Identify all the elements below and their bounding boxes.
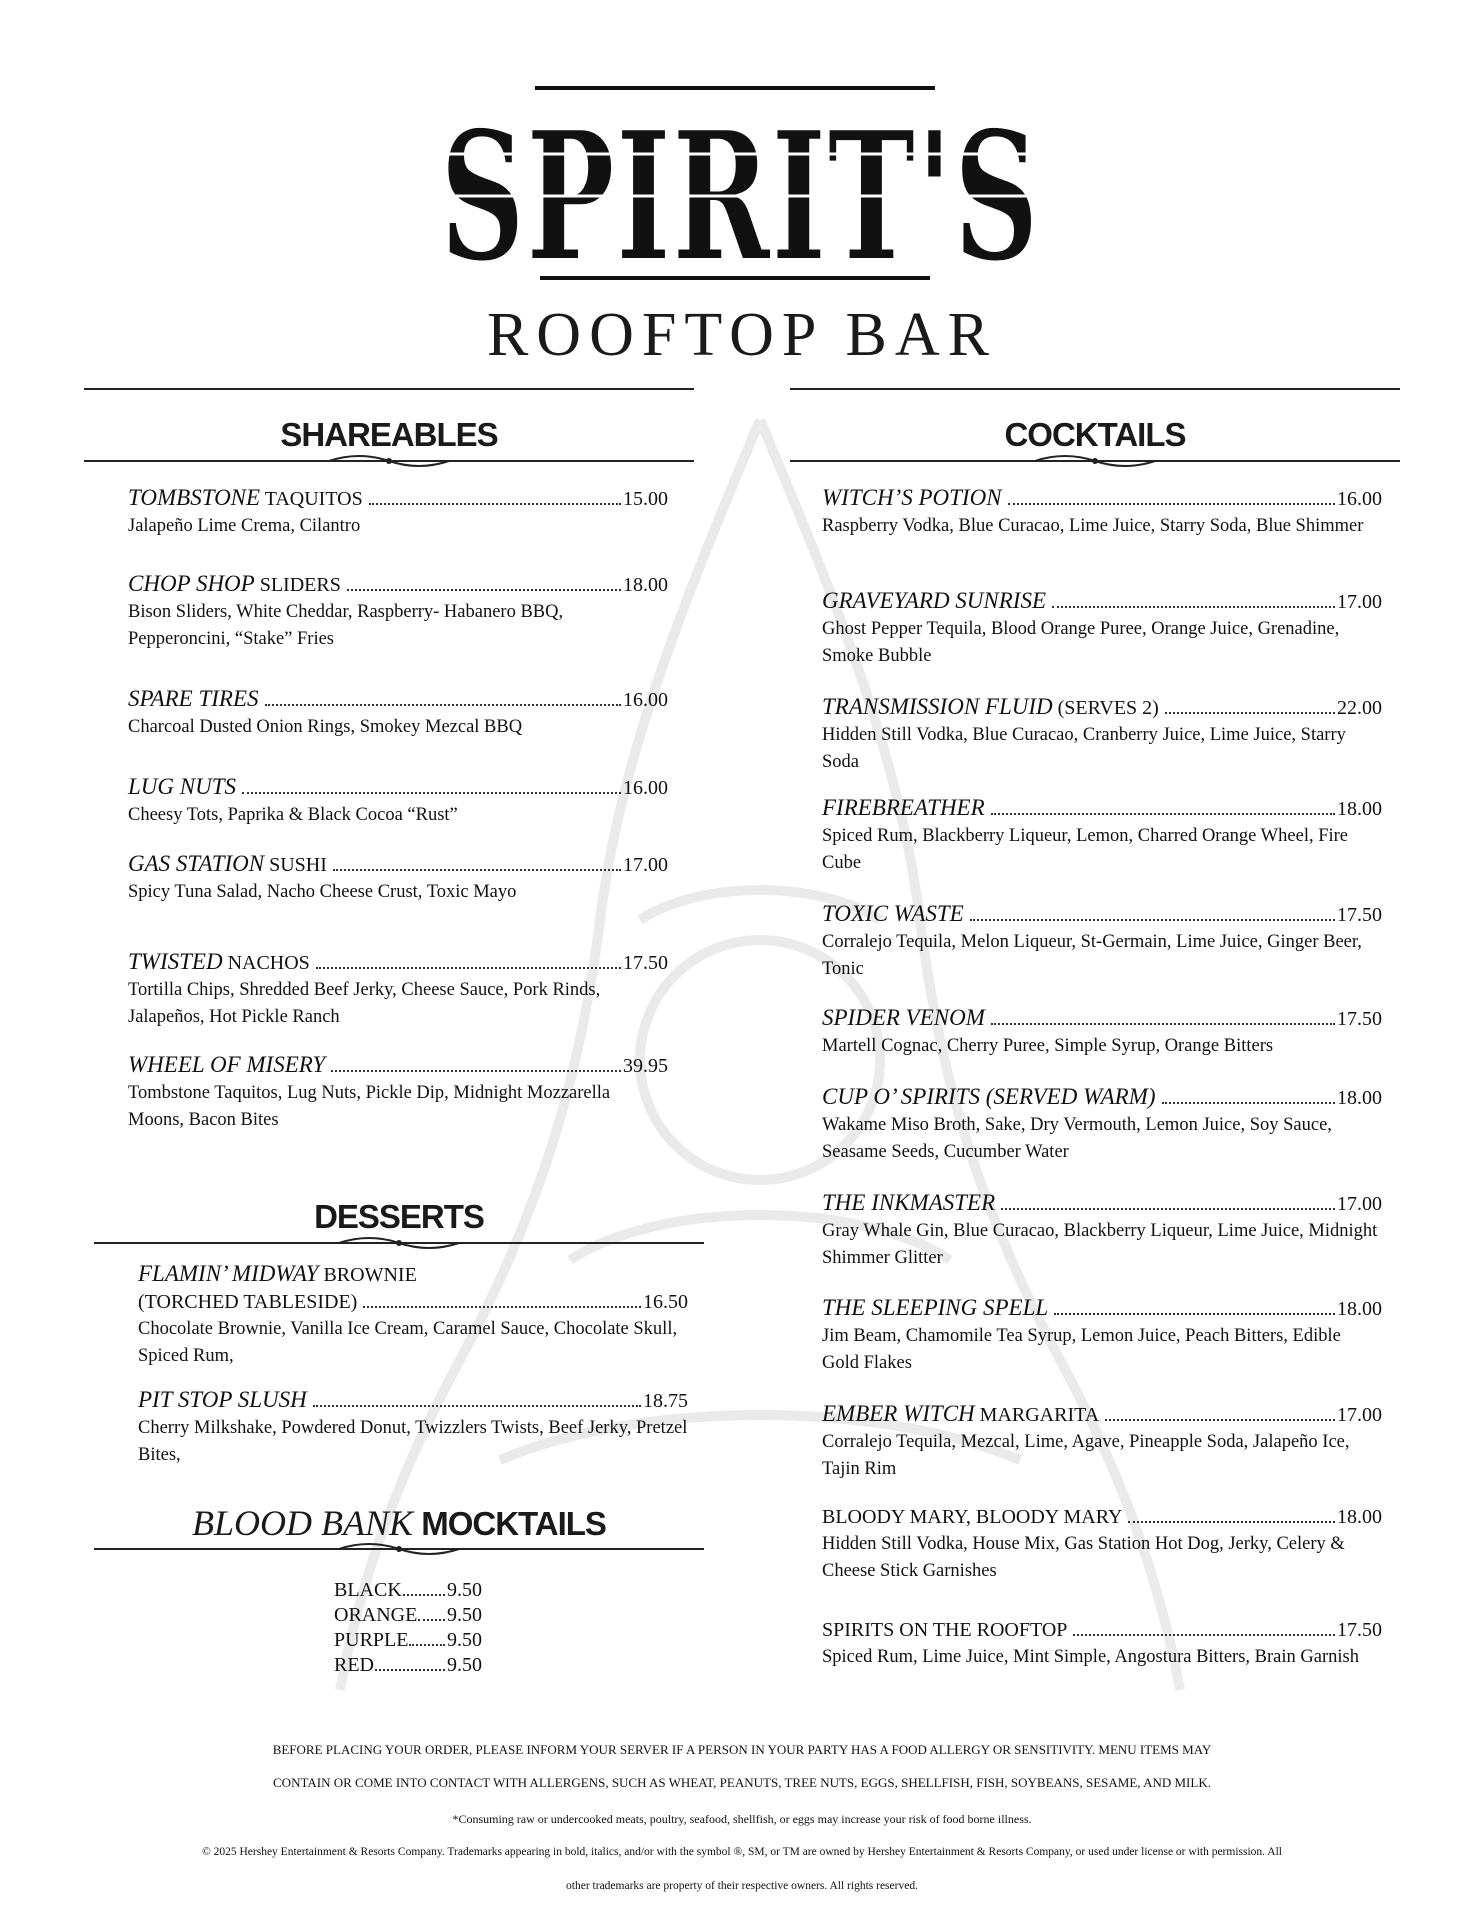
item-description: Jalapeño Lime Crema, Cilantro (128, 516, 361, 536)
item-description: Bison Sliders, White Cheddar, Raspberry- Habanero BBQ, Pepperoncini, “Stake” Fries (128, 602, 564, 649)
dot-leader (347, 589, 621, 591)
menu-item (822, 1400, 1382, 1483)
mocktail-name: PURPLE (334, 1629, 409, 1651)
item-price: 16.00 (1337, 488, 1382, 510)
item-name-italic: TWISTED (128, 949, 223, 974)
item-price: 17.00 (1337, 1404, 1382, 1426)
dot-leader (265, 704, 621, 706)
item-description: Corralejo Tequila, Melon Liqueur, St-Germain, Lime Juice, Ginger Beer, Tonic (822, 932, 1362, 979)
mocktail-price: 9.50 (447, 1654, 482, 1676)
dot-leader (403, 1594, 445, 1596)
item-name (128, 1051, 325, 1080)
item-name-italic: CUP O’ SPIRITS (SERVED WARM) (822, 1084, 1156, 1109)
item-price: 16.50 (643, 1291, 688, 1313)
copyright-line1: © 2025 Hershey Entertainment & Resorts Company. Trademarks appearing in bold, italics, and/or with the symbol ®, SM, or TM are owned by Hershey Entertainment & Resorts Company, or used under license or with permission. All (202, 1846, 1282, 1858)
dot-leader (418, 1619, 445, 1621)
mocktail-row (334, 1578, 482, 1603)
dot-leader (313, 1405, 641, 1407)
item-price: 17.00 (623, 854, 668, 876)
item-price: 18.75 (643, 1390, 688, 1412)
spirits-logo (420, 84, 1060, 300)
item-description: Tombstone Taquitos, Lug Nuts, Pickle Dip, Midnight Mozzarella Moons, Bacon Bites (128, 1083, 611, 1130)
dot-leader (331, 1070, 621, 1072)
menu-item (822, 1504, 1382, 1585)
dot-leader (1008, 503, 1335, 505)
mocktail-row (334, 1628, 482, 1653)
dot-leader (1054, 1313, 1335, 1315)
menu-item (822, 1004, 1382, 1060)
item-price: 17.50 (1337, 904, 1382, 926)
subtitle: ROOFTOP BAR (486, 301, 998, 369)
mocktail-price: 9.50 (447, 1579, 482, 1601)
mocktail-price: 9.50 (447, 1629, 482, 1651)
item-name-rest: SPIRITS ON THE ROOFTOP (822, 1619, 1068, 1641)
mocktail-name: RED (334, 1654, 374, 1676)
dot-leader (1105, 1419, 1335, 1421)
item-name-italic: TOMBSTONE (128, 485, 261, 510)
item-name-italic: WHEEL OF MISERY (128, 1052, 326, 1077)
item-description: Raspberry Vodka, Blue Curacao, Lime Juice, Starry Soda, Blue Shimmer (822, 516, 1364, 536)
menu-item (822, 1083, 1382, 1166)
item-price: 18.00 (1337, 798, 1382, 820)
mocktail-price: 9.50 (447, 1604, 482, 1626)
item-description: Hidden Still Vodka, House Mix, Gas Station Hot Dog, Jerky, Celery & Cheese Stick Garnishes (822, 1534, 1345, 1581)
item-description: Gray Whale Gin, Blue Curacao, Blackberry Liqueur, Lime Juice, Midnight Shimmer Glitter (822, 1221, 1378, 1268)
dot-leader (1073, 1634, 1335, 1636)
item-name (128, 685, 259, 714)
item-name-italic: SPIDER VENOM (822, 1005, 985, 1030)
item-name (138, 1260, 417, 1289)
menu-item (128, 1051, 668, 1134)
item-price: 17.50 (1337, 1008, 1382, 1030)
dot-leader (409, 1644, 445, 1646)
menu-item (822, 693, 1382, 776)
item-description: Cheesy Tots, Paprika & Black Cocoa “Rust” (128, 805, 458, 825)
item-name-rest: MARGARITA (974, 1404, 1100, 1426)
item-name-italic: CHOP SHOP (128, 571, 255, 596)
item-name (822, 1504, 1122, 1531)
item-name (822, 1294, 1048, 1323)
item-name (128, 773, 236, 802)
menu-item (128, 685, 668, 741)
mocktails-title-rest: MOCKTAILS (413, 1505, 606, 1542)
svg-text:SPIRIT'S: SPIRIT'S (440, 92, 1040, 301)
item-price: 18.00 (1337, 1087, 1382, 1109)
ornament-divider (94, 1236, 704, 1250)
item-name-rest: SLIDERS (254, 574, 341, 596)
menu-item (138, 1260, 688, 1370)
item-price: 16.00 (623, 777, 668, 799)
item-price: 22.00 (1337, 697, 1382, 719)
dot-leader (991, 813, 1335, 815)
copyright-line2: other trademarks are property of their respective owners. All rights reserved. (566, 1880, 918, 1892)
item-name (822, 1083, 1156, 1112)
menu-item (128, 484, 668, 540)
item-name-italic: SPARE TIRES (128, 686, 259, 711)
dot-leader (1001, 1208, 1335, 1210)
menu-item (822, 1189, 1382, 1272)
item-name-rest: BLOODY MARY, BLOODY MARY (822, 1506, 1123, 1528)
section-title-mocktails (94, 1502, 704, 1544)
mocktail-name: ORANGE (334, 1604, 418, 1626)
item-description: Spiced Rum, Lime Juice, Mint Simple, Angostura Bitters, Brain Garnish (822, 1647, 1359, 1667)
item-name-rest: TAQUITOS (260, 488, 363, 510)
item-name (128, 948, 310, 977)
item-price: 17.50 (623, 952, 668, 974)
item-name-italic: FLAMIN’ MIDWAY (138, 1261, 319, 1286)
mocktail-row (334, 1603, 482, 1628)
section-title-desserts: DESSERTS (314, 1198, 484, 1235)
item-description: Hidden Still Vodka, Blue Curacao, Cranberry Juice, Lime Juice, Starry Soda (822, 725, 1346, 772)
consumption-warning: *Consuming raw or undercooked meats, poultry, seafood, shellfish, or eggs may increase your risk of food borne illness. (452, 1812, 1032, 1826)
item-price: 17.50 (1337, 1619, 1382, 1641)
allergy-notice-line2: CONTAIN OR COME INTO CONTACT WITH ALLERGENS, SUCH AS WHEAT, PEANUTS, TREE NUTS, EGGS, SHELLFISH, FISH, SOYBEANS, SESAME, AND MILK. (273, 1775, 1211, 1790)
item-price: 39.95 (623, 1055, 668, 1077)
header-rule-right (790, 388, 1400, 390)
item-name-italic: TOXIC WASTE (822, 901, 964, 926)
dot-leader (333, 869, 621, 871)
menu-item (822, 900, 1382, 983)
dot-leader (369, 503, 621, 505)
dot-leader (1052, 606, 1335, 608)
item-description: Spicy Tuna Salad, Nacho Cheese Crust, Toxic Mayo (128, 882, 517, 902)
item-description: Wakame Miso Broth, Sake, Dry Vermouth, Lemon Juice, Soy Sauce, Seasame Seeds, Cucumber Water (822, 1115, 1332, 1162)
item-price: 18.00 (1337, 1298, 1382, 1320)
item-description: Ghost Pepper Tequila, Blood Orange Puree, Orange Juice, Grenadine, Smoke Bubble (822, 619, 1340, 666)
item-price: 18.00 (623, 574, 668, 596)
dot-leader (363, 1306, 641, 1308)
item-price: 17.00 (1337, 591, 1382, 613)
dot-leader (242, 792, 621, 794)
item-name-italic: THE SLEEPING SPELL (822, 1295, 1049, 1320)
ornament-divider (94, 1542, 704, 1556)
item-name (128, 570, 341, 599)
item-name-rest: SUSHI (264, 854, 327, 876)
item-description: Cherry Milkshake, Powdered Donut, Twizzlers Twists, Beef Jerky, Pretzel Bites, (138, 1418, 688, 1465)
menu-item (822, 587, 1382, 670)
menu-item (128, 850, 668, 906)
item-name (822, 1617, 1067, 1644)
item-name (138, 1386, 307, 1415)
mocktail-row (334, 1653, 482, 1678)
item-name-rest: (SERVES 2) (1052, 697, 1159, 719)
item-description: Charcoal Dusted Onion Rings, Smokey Mezcal BBQ (128, 717, 523, 737)
item-name (822, 794, 985, 823)
item-description: Corralejo Tequila, Mezcal, Lime, Agave, Pineapple Soda, Jalapeño Ice, Tajin Rim (822, 1432, 1350, 1479)
section-title-shareables: SHAREABLES (280, 416, 498, 453)
item-name-rest: BROWNIE (318, 1264, 417, 1286)
item-name-line2: (TORCHED TABLESIDE) (138, 1291, 358, 1313)
menu-item (822, 1294, 1382, 1377)
dot-leader (1165, 712, 1335, 714)
item-name (822, 484, 1002, 513)
item-name (822, 900, 964, 929)
item-name (822, 1004, 985, 1033)
item-name-italic: WITCH’S POTION (822, 485, 1002, 510)
item-price: 16.00 (623, 689, 668, 711)
allergy-notice-line1: BEFORE PLACING YOUR ORDER, PLEASE INFORM YOUR SERVER IF A PERSON IN YOUR PARTY HAS A FOOD ALLERGY OR SENSITIVITY. MENU ITEMS MAY (272, 1742, 1212, 1757)
item-name (128, 484, 363, 513)
item-name-italic: FIREBREATHER (822, 795, 985, 820)
item-name (822, 587, 1046, 616)
menu-item (822, 1617, 1382, 1671)
item-price: 15.00 (623, 488, 668, 510)
item-name-italic: PIT STOP SLUSH (138, 1387, 307, 1412)
item-name (822, 693, 1159, 722)
section-title-cocktails: COCKTAILS (1004, 416, 1186, 453)
item-price: 18.00 (1337, 1506, 1382, 1528)
ornament-divider (84, 454, 694, 468)
menu-item (128, 570, 668, 653)
item-description: Spiced Rum, Blackberry Liqueur, Lemon, Charred Orange Wheel, Fire Cube (822, 826, 1349, 873)
mocktails-title-italic: BLOOD BANK (192, 1503, 414, 1543)
item-description: Tortilla Chips, Shredded Beef Jerky, Cheese Sauce, Pork Rinds, Jalapeños, Hot Pickle Ranch (128, 980, 601, 1027)
dot-leader (316, 967, 621, 969)
item-description: Jim Beam, Chamomile Tea Syrup, Lemon Juice, Peach Bitters, Edible Gold Flakes (822, 1326, 1341, 1373)
item-name-italic: THE INKMASTER (822, 1190, 996, 1215)
menu-item (138, 1386, 688, 1469)
item-name (128, 850, 327, 879)
item-name-italic: GAS STATION (128, 851, 265, 876)
item-name-italic: EMBER WITCH (822, 1401, 975, 1426)
menu-item (128, 948, 668, 1031)
dot-leader (375, 1669, 445, 1671)
dot-leader (970, 919, 1335, 921)
menu-item (128, 773, 668, 829)
item-name (822, 1189, 995, 1218)
item-description: Martell Cognac, Cherry Puree, Simple Syrup, Orange Bitters (822, 1036, 1274, 1056)
dot-leader (991, 1023, 1335, 1025)
dot-leader (1162, 1102, 1335, 1104)
item-name-italic: TRANSMISSION FLUID (822, 694, 1053, 719)
item-name-italic: GRAVEYARD SUNRISE (822, 588, 1047, 613)
mocktails-list (334, 1578, 482, 1678)
dot-leader (1128, 1521, 1335, 1523)
header-rule-left (84, 388, 694, 390)
mocktail-name: BLACK (334, 1579, 402, 1601)
item-price: 17.00 (1337, 1193, 1382, 1215)
menu-item (822, 794, 1382, 877)
ornament-divider (790, 454, 1400, 468)
item-name-rest: NACHOS (222, 952, 310, 974)
item-name-italic: LUG NUTS (128, 774, 237, 799)
item-name (822, 1400, 1099, 1429)
item-description: Chocolate Brownie, Vanilla Ice Cream, Caramel Sauce, Chocolate Skull, Spiced Rum, (138, 1319, 678, 1366)
menu-item (822, 484, 1382, 540)
